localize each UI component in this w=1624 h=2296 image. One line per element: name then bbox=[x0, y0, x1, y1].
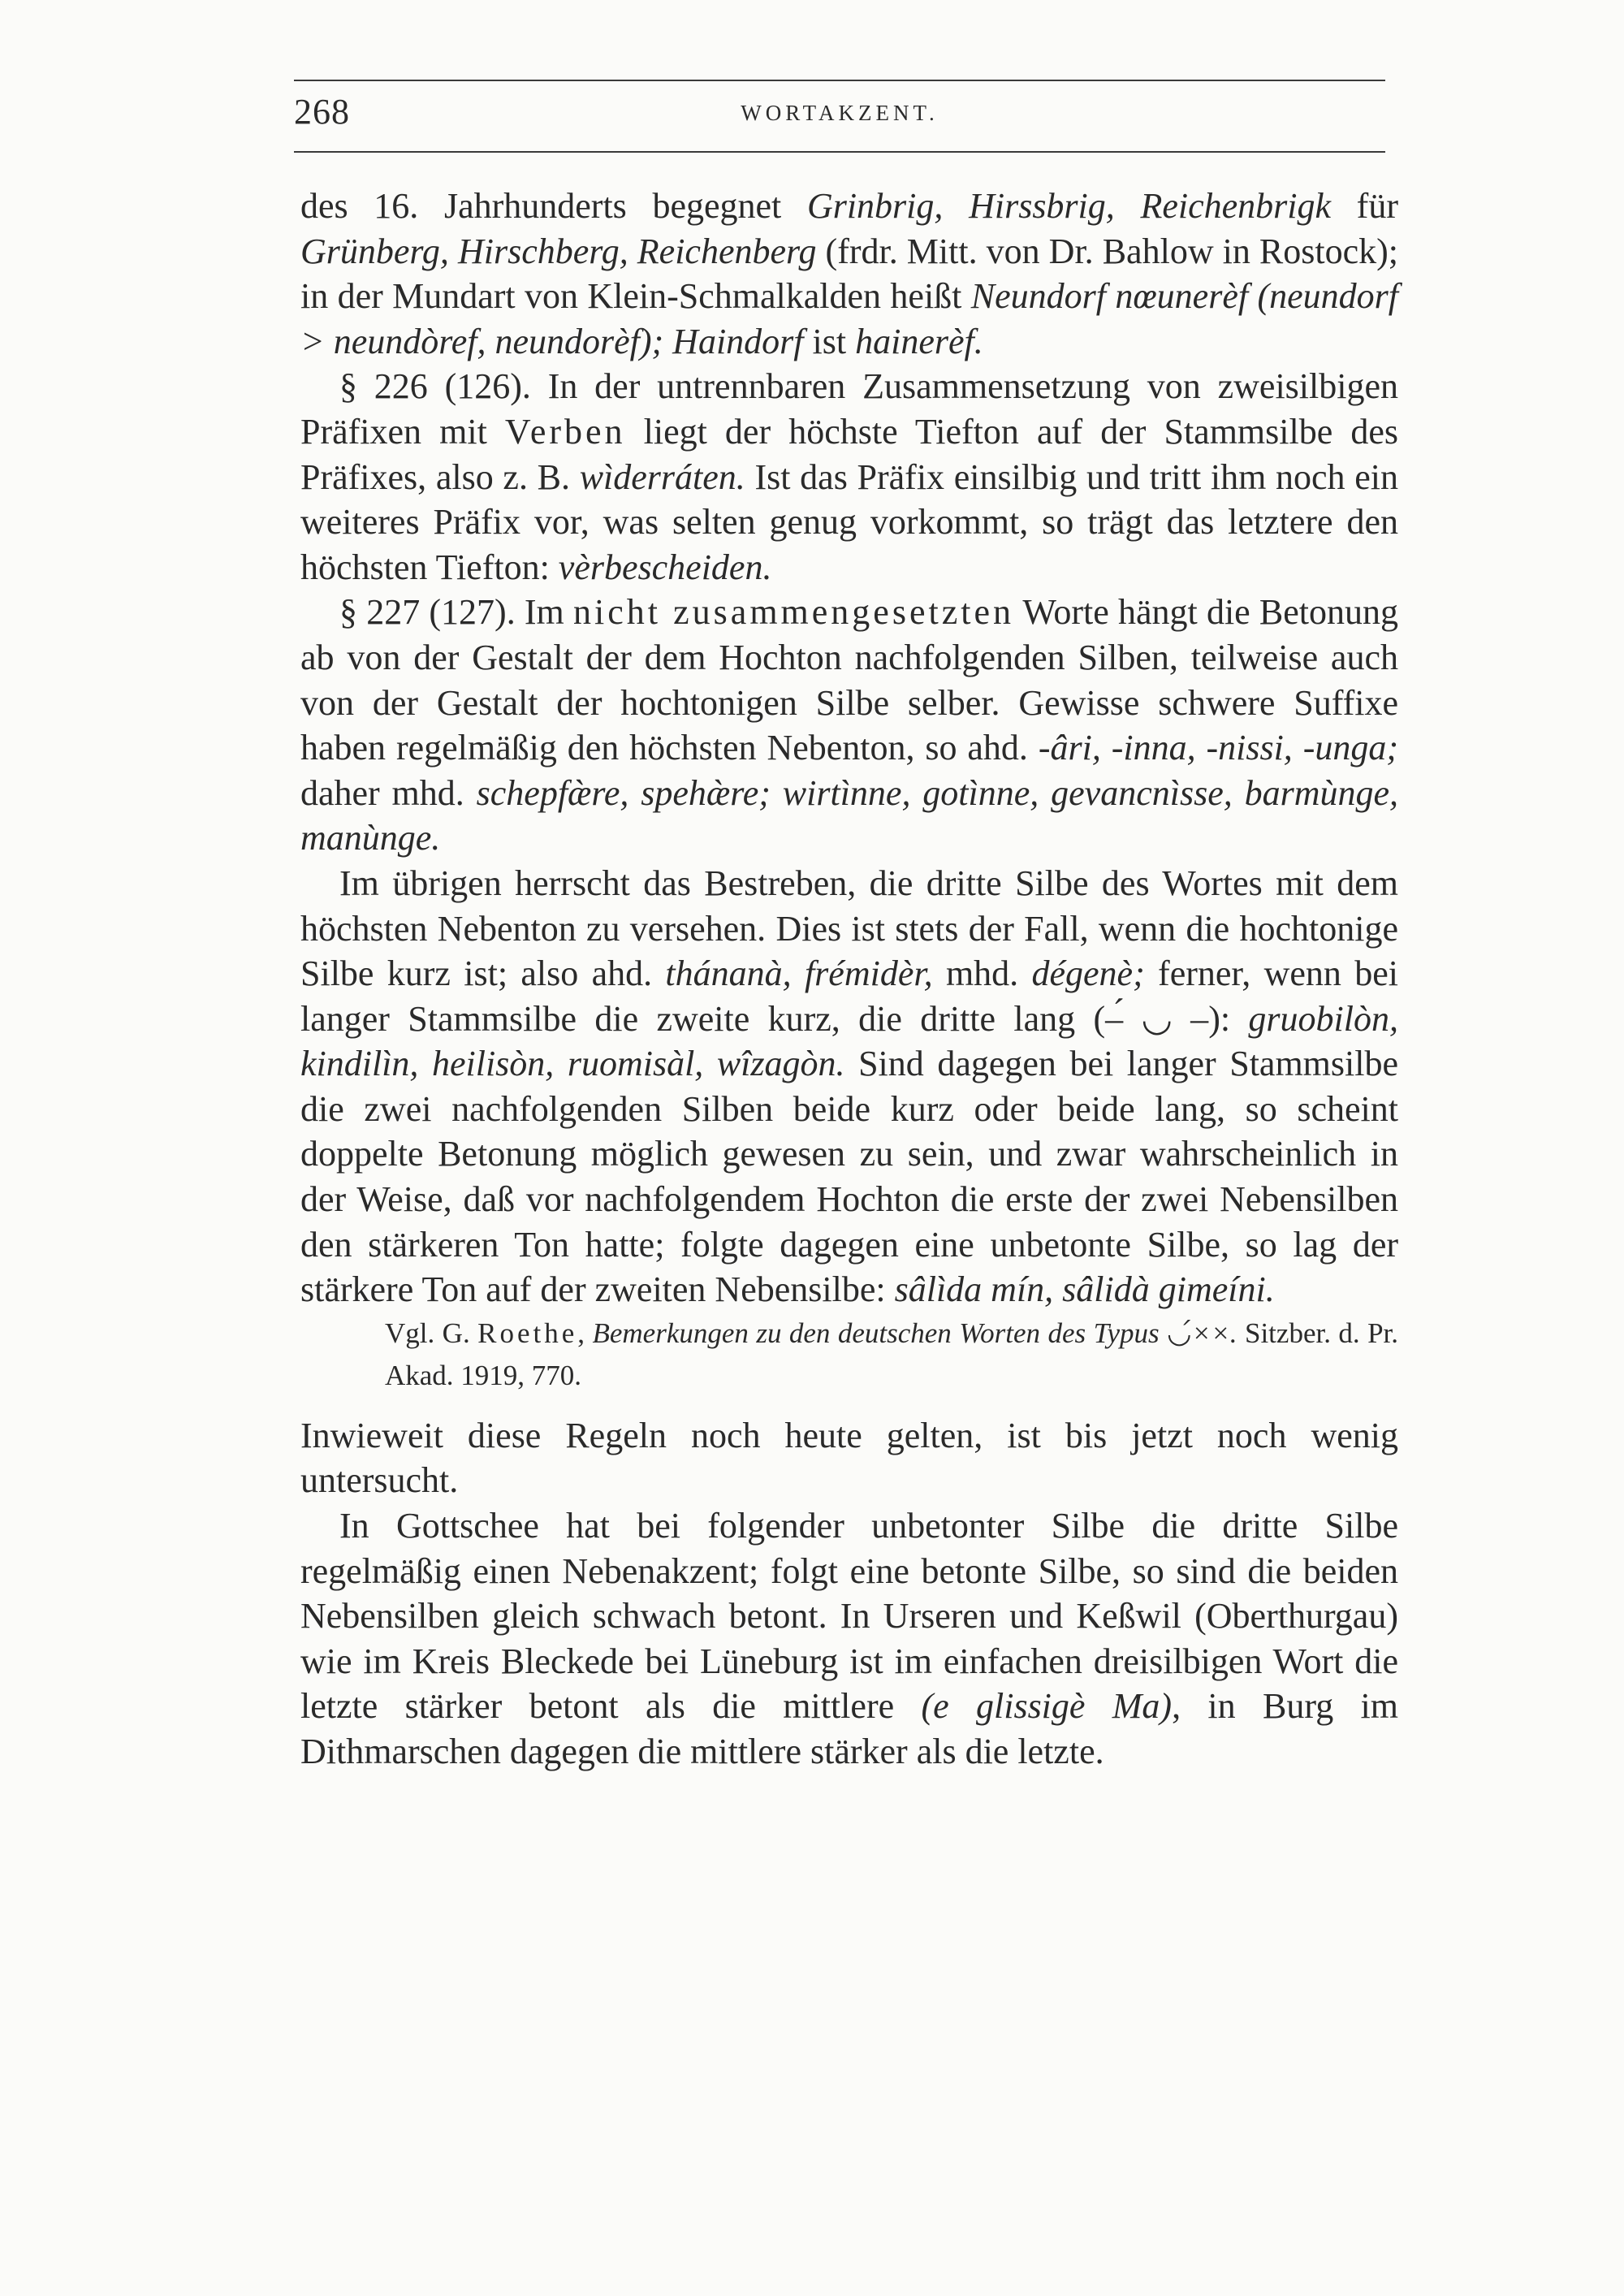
p2-italic-f: vèrbescheiden. bbox=[558, 547, 772, 587]
p1-italic-b: Grinbrig, Hirssbrig, Reichenbrigk bbox=[806, 186, 1332, 226]
p6-text-a: In Gottschee hat bei folgender unbetonter Silbe die dritte Silbe regelmäßig einen Nebenakzent; folgt eine betonte Silbe, so sind die beiden Nebensilben gleich schwach betont. In Urseren und Keßwil (Oberthurgau) wie im Kreis Bleckede bei Lüneburg ist im einfachen dreisilbigen Wort die letzte stärker betont als die mittlere bbox=[300, 1506, 1398, 1727]
p2-text-e: Ist das Präfix einsilbig und tritt ihm noch ein weiteres Präfix vor, was selten genug vorkommt, so trägt das letztere den höchsten Tiefton: bbox=[300, 456, 1398, 587]
paragraph-inwieweit bbox=[300, 1413, 1398, 1503]
page-header bbox=[294, 91, 1385, 148]
p4-italic-h: gruobilòn, kindilìn, heilisòn, ruomisàl, wîzagòn. bbox=[300, 998, 1398, 1084]
p2-italic-d: wìderráten. bbox=[579, 456, 745, 497]
paragraph-im-uebrigen bbox=[300, 861, 1398, 1312]
p1-text-a: des 16. Jahrhunderts begegnet bbox=[300, 186, 807, 226]
note-author-b: Roethe bbox=[477, 1317, 578, 1349]
p1-italic-d: Grünberg, Hirschberg, Reichenberg bbox=[300, 231, 817, 271]
p1-italic-f: Neundorf nœunerèf (neundorf > neundòref, neundorèf); Haindorf bbox=[300, 276, 1398, 361]
p3-spaced-b: nicht zusammengesetzten bbox=[572, 592, 1014, 633]
p3-italic-d: -âri, -inna, -nissi, -unga; bbox=[1038, 728, 1398, 768]
p4-text-c: mhd. bbox=[932, 953, 1032, 994]
page-number: 268 bbox=[294, 92, 350, 132]
p3-text-e: daher mhd. bbox=[300, 772, 477, 813]
p4-italic-b: thánanà, frémidèr, bbox=[665, 953, 933, 994]
header-bottom-rule bbox=[294, 151, 1385, 153]
p5-text: Inwieweit diese Regeln noch heute gelten, ist bis jetzt noch wenig untersucht. bbox=[300, 1415, 1398, 1501]
note-text-a: Vgl. G. bbox=[385, 1317, 478, 1349]
p4-text-i: Sind dagegen bei langer Stammsilbe die zwei nachfolgenden Silben beide kurz oder beide lang, so scheint doppelte Betonung möglich gewesen zu sein, und zwar wahrscheinlich in der Weise, daß vor nachfolgendem Hochton die erste der zwei Nebensilben den stärkeren Ton hatte; folgte dagegen eine unbetonte Silbe, so lag der stärkere Ton auf der zweiten Nebensilbe: bbox=[300, 1044, 1398, 1310]
p1-italic-h: hainerèf. bbox=[855, 321, 983, 361]
note-text-c: , bbox=[577, 1317, 593, 1349]
p3-text-a: § 227 (127). Im bbox=[339, 592, 573, 633]
paragraph-226 bbox=[300, 364, 1398, 590]
p3-text-c: Worte hängt die Betonung ab von der Gestalt der dem Hochton nachfolgenden Silben, teilweise auch von der Gestalt der hochtonigen Silbe selber. Gewisse schwere Suffixe haben regelmäßig den höchsten Nebenton, so ahd. bbox=[300, 592, 1399, 768]
note-text-e: Sitzber. d. Pr. Akad. 1919, 770. bbox=[385, 1317, 1399, 1391]
p2-text-c: liegt der höchste Tiefton auf der Stammsilbe des Präfixes, also z. B. bbox=[300, 411, 1399, 497]
p4-italic-d: dégenè; bbox=[1031, 953, 1145, 994]
p6-text-c: , in Burg im Dithmarschen dagegen die mittlere stärker als die letzte. bbox=[300, 1686, 1398, 1771]
header-top-rule bbox=[294, 80, 1385, 81]
p2-text-a: § 226 (126). In der untrennbaren Zusammensetzung von zweisilbigen Präfixen mit bbox=[300, 366, 1398, 452]
p4-italic-j: sâlìda mín, sâlidà gimeíni. bbox=[894, 1269, 1275, 1310]
p6-italic-b: (e glissigè Ma) bbox=[921, 1686, 1173, 1727]
paragraph-1 bbox=[300, 184, 1398, 364]
note-title-d: Bemerkungen zu den deutschen Worten des Typus ◡́××. bbox=[592, 1317, 1237, 1349]
p1-text-c: für bbox=[1331, 186, 1398, 226]
p1-text-g: ist bbox=[803, 321, 856, 361]
p4-text-g: ): bbox=[1208, 998, 1249, 1039]
p4-text-e: ferner, wenn bei langer Stammsilbe die zweite kurz, die dritte lang ( bbox=[300, 953, 1398, 1039]
p2-spaced-b: Verben bbox=[504, 411, 626, 452]
page-body bbox=[300, 184, 1398, 1775]
p4-meter-f: –́ ◡ – bbox=[1105, 998, 1209, 1039]
paragraph-227 bbox=[300, 590, 1398, 861]
p3-italic-f: schepfæ̀re, spehæ̀re; wirtìnne, gotìnne, gevancnìsse, barmùnge, manùnge. bbox=[300, 772, 1398, 858]
p1-text-e: (frdr. Mitt. von Dr. Bahlow in Rostock); in der Mundart von Klein-Schmalkalden heißt bbox=[300, 231, 1399, 317]
paragraph-gottschee bbox=[300, 1503, 1398, 1775]
p4-text-a: Im übrigen herrscht das Bestreben, die dritte Silbe des Wortes mit dem höchsten Nebenton zu versehen. Dies ist stets der Fall, wenn die hochtonige Silbe kurz ist; also ahd. bbox=[300, 863, 1398, 994]
running-head: WORTAKZENT. bbox=[741, 101, 939, 125]
reference-note bbox=[385, 1312, 1398, 1397]
